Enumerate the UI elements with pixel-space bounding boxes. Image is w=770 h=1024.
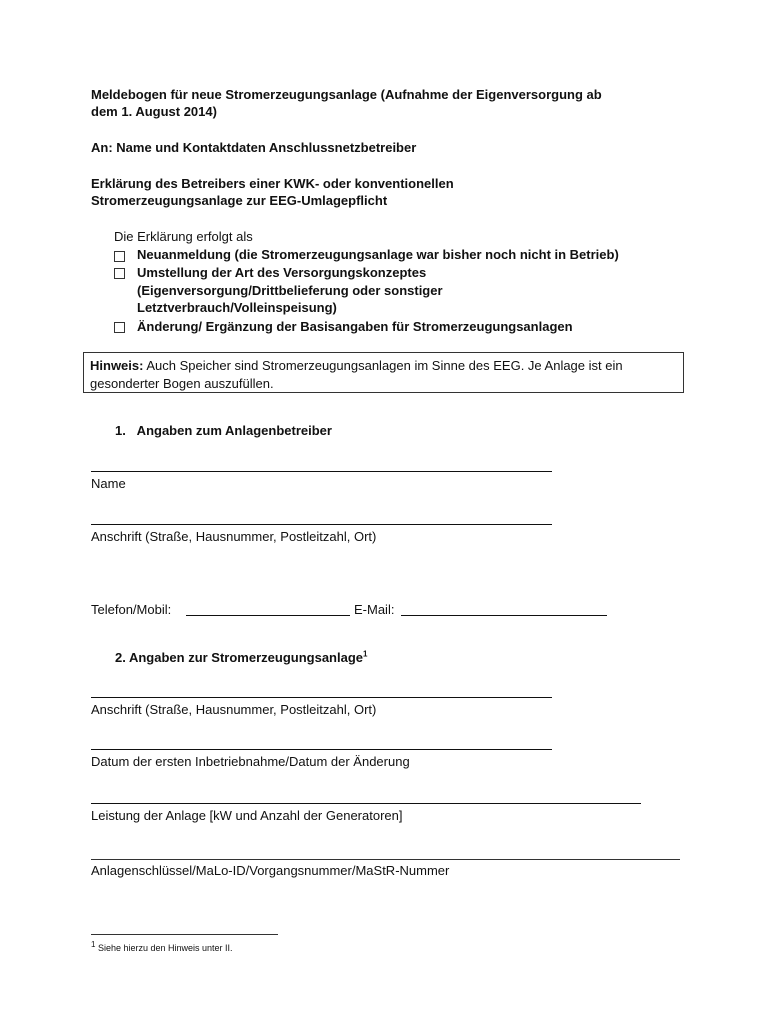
option-umstellung-line2: (Eigenversorgung/Drittbelieferung oder sonstiger <box>137 283 443 298</box>
plant-key-line[interactable] <box>91 859 680 860</box>
hint-text: Auch Speicher sind Stromerzeugungsanlagen im Sinne des EEG. Je Anlage ist ein gesonderter Bogen auszufüllen. <box>90 358 623 391</box>
operator-address-line[interactable] <box>91 524 552 525</box>
commissioning-date-label: Datum der ersten Inbetriebnahme/Datum der Änderung <box>91 754 410 769</box>
option-aenderung: Änderung/ Ergänzung der Basisangaben für Stromerzeugungsanlagen <box>137 319 573 334</box>
options-intro: Die Erklärung erfolgt als <box>114 229 253 244</box>
footnote-text: Siehe hierzu den Hinweis unter II. <box>95 943 233 953</box>
phone-label: Telefon/Mobil: <box>91 602 172 617</box>
footnote-reference: 1 <box>363 649 368 659</box>
hint-box <box>83 352 684 393</box>
hint-label: Hinweis: <box>90 358 144 373</box>
plant-power-line[interactable] <box>91 803 641 804</box>
declaration-line2: Stromerzeugungsanlage zur EEG-Umlagepflicht <box>91 193 388 208</box>
operator-name-label: Name <box>91 476 126 491</box>
commissioning-date-line[interactable] <box>91 749 552 750</box>
option-umstellung-line3: Letztverbrauch/Volleinspeisung) <box>137 300 337 315</box>
phone-line[interactable] <box>186 615 350 616</box>
declaration-line1: Erklärung des Betreibers einer KWK- oder konventionellen <box>91 176 454 191</box>
form-title-line2: dem 1. August 2014) <box>91 104 217 119</box>
plant-address-line[interactable] <box>91 697 552 698</box>
plant-address-label: Anschrift (Straße, Hausnummer, Postleitzahl, Ort) <box>91 702 377 717</box>
operator-address-label: Anschrift (Straße, Hausnummer, Postleitzahl, Ort) <box>91 529 377 544</box>
checkbox-neuanmeldung[interactable] <box>114 251 125 262</box>
checkbox-umstellung[interactable] <box>114 268 125 279</box>
addressee: An: Name und Kontaktdaten Anschlussnetzbetreiber <box>91 140 417 155</box>
section2-heading: 2. Angaben zur Stromerzeugungsanlage$^1$ <box>115 649 368 665</box>
checkbox-aenderung[interactable] <box>114 322 125 333</box>
section1-heading: 1. Angaben zum Anlagenbetreiber <box>115 423 332 438</box>
plant-key-label: Anlagenschlüssel/MaLo-ID/Vorgangsnummer/MaStR-Nummer <box>91 863 450 878</box>
plant-power-label: Leistung der Anlage [kW und Anzahl der Generatoren] <box>91 808 403 823</box>
footnote-mark: 1 <box>91 940 96 949</box>
footnote-separator <box>91 934 278 935</box>
email-line[interactable] <box>401 615 607 616</box>
email-label: E-Mail: <box>354 602 395 617</box>
option-umstellung-line1: Umstellung der Art des Versorgungskonzeptes <box>137 265 427 280</box>
operator-name-line[interactable] <box>91 471 552 472</box>
option-neuanmeldung: Neuanmeldung (die Stromerzeugungsanlage war bisher noch nicht in Betrieb) <box>137 247 619 262</box>
form-title-line1: Meldebogen für neue Stromerzeugungsanlage (Aufnahme der Eigenversorgung ab <box>91 87 602 102</box>
footnote <box>91 940 233 953</box>
